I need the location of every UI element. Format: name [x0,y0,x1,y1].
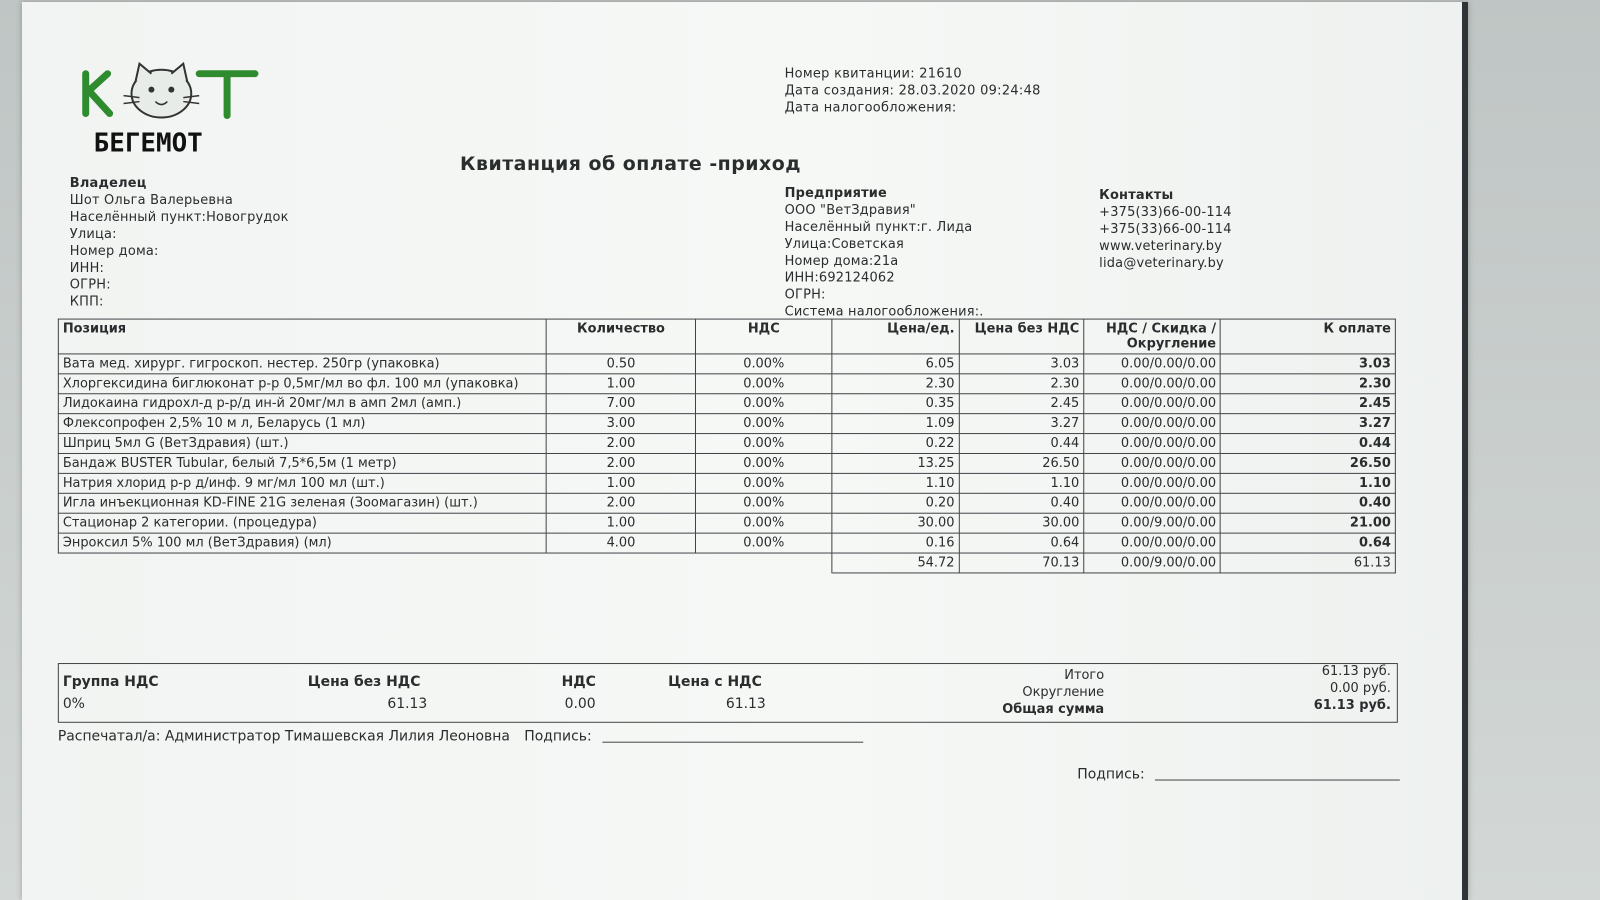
contacts-heading: Контакты [1099,188,1174,204]
table-row [58,394,1395,414]
vat-group-value: 0% [62,695,85,712]
table-header-row [58,319,1395,354]
signature-line-2 [1155,780,1400,781]
cell-vat: 0.00% [695,434,832,454]
cell-quantity: 1.00 [547,513,696,533]
cell-vat-discount-rounding: 0.00/0.00/0.00 [1084,493,1221,513]
cell-to-pay: 3.03 [1221,354,1396,374]
cell-quantity: 2.00 [547,434,696,454]
receipt-tax-date: Дата налогообложения: [784,100,957,116]
summary-total-label: Итого [1064,668,1105,683]
table-row [58,414,1395,434]
cell-quantity: 7.00 [547,394,696,414]
owner-block [70,175,289,310]
cell-net-price: 2.45 [959,394,1084,414]
table-row [58,374,1395,394]
table-row [58,473,1395,493]
cell-vat: 0.00% [695,414,832,434]
cell-position: Лидокаина гидрохл-д р-р/д ин-й 20мг/мл в амп 2мл (амп.) [58,394,546,414]
cell-to-pay: 1.10 [1221,473,1396,493]
cell-position: Натрия хлорид р-р д/инф. 9 мг/мл 100 мл (шт.) [58,473,546,493]
company-line: Номер дома:21а [784,253,899,269]
cell-position: Игла инъекционная KD-FINE 21G зеленая (Зоомагазин) (шт.) [58,493,546,513]
cell-unit-price: 0.35 [832,394,959,414]
vat-gross-header: Цена с НДС [668,673,762,690]
cell-vat: 0.00% [695,453,832,473]
col-header-to-pay: К оплате [1221,319,1396,354]
vat-net-header: Цена без НДС [307,673,421,690]
owner-line: Шот Ольга Валерьевна [69,193,233,209]
col-header-net-price: Цена без НДС [959,319,1084,354]
cell-net-price: 26.50 [959,453,1084,473]
company-line: ООО "ВетЗдравия" [784,203,916,219]
cell-net-price: 0.64 [959,533,1084,553]
total-vat-discount-rounding: 0.00/9.00/0.00 [1084,553,1221,573]
cell-unit-price: 1.09 [832,414,959,434]
receipt-document [22,2,1468,900]
contact-email: lida@veterinary.by [1099,255,1224,271]
cell-net-price: 1.10 [959,473,1084,493]
contact-phone: +375(33)66-00-114 [1099,205,1232,221]
cell-position: Флексопрофен 2,5% 10 м л, Беларусь (1 мл) [58,414,546,434]
cell-unit-price: 6.05 [832,354,959,374]
cell-unit-price: 2.30 [832,374,959,394]
receipt-number: Номер квитанции: 21610 [784,66,962,82]
printed-by: Распечатал/а: Администратор Тимашевская Лилия Леоновна [57,728,510,745]
cell-net-price: 30.00 [959,513,1084,533]
col-header-vat-discount-rounding: НДС / Скидка / Округление [1084,319,1221,354]
cell-vat: 0.00% [695,394,832,414]
summary-grand-total-value: 61.13 руб. [1313,697,1391,713]
cell-position: Стационар 2 категории. (процедура) [58,513,546,533]
company-line: Населённый пункт:г. Лида [784,220,973,235]
cat-face-icon [80,62,259,167]
company-line: ОГРН: [784,287,826,303]
cell-vat: 0.00% [695,493,832,513]
receipt-created-date: Дата создания: 28.03.2020 09:24:48 [784,83,1041,99]
cell-vat-discount-rounding: 0.00/0.00/0.00 [1084,533,1221,553]
cell-to-pay: 0.64 [1221,533,1396,553]
cell-vat-discount-rounding: 0.00/0.00/0.00 [1084,453,1221,473]
cell-vat: 0.00% [695,473,832,493]
cell-vat-discount-rounding: 0.00/9.00/0.00 [1084,513,1221,533]
col-header-position: Позиция [58,319,546,354]
cell-position: Хлоргексидина биглюконат р-р 0,5мг/мл во фл. 100 мл (упаковка) [58,374,546,394]
cell-quantity: 1.00 [547,473,696,493]
cell-quantity: 2.00 [547,493,696,513]
contact-website: www.veterinary.by [1099,238,1223,254]
table-row [58,513,1395,533]
cell-to-pay: 26.50 [1221,453,1396,473]
cell-unit-price: 1.10 [832,473,959,493]
total-to-pay: 61.13 [1221,553,1396,573]
contact-phone: +375(33)66-00-114 [1099,222,1232,237]
cell-vat-discount-rounding: 0.00/0.00/0.00 [1084,434,1221,454]
col-header-vat: НДС [695,319,832,354]
cell-to-pay: 0.44 [1221,434,1396,454]
table-row [58,354,1395,374]
table-row [58,533,1395,553]
cell-position: Энроксил 5% 100 мл (ВетЗдравия) (мл) [58,533,546,553]
cell-net-price: 0.44 [959,434,1084,454]
printed-by-line [58,729,863,745]
cell-to-pay: 2.45 [1221,394,1396,414]
owner-line: ИНН: [69,260,105,276]
owner-heading: Владелец [69,176,147,192]
table-row [58,434,1395,454]
cell-quantity: 2.00 [547,453,696,473]
col-header-quantity: Количество [547,319,696,354]
table-row [58,453,1395,473]
cell-vat: 0.00% [695,513,832,533]
cell-vat-discount-rounding: 0.00/0.00/0.00 [1084,394,1221,414]
cell-quantity: 3.00 [547,414,696,434]
total-unit-price: 54.72 [832,553,959,573]
summary-rounding-value: 0.00 руб. [1329,680,1391,696]
cell-vat-discount-rounding: 0.00/0.00/0.00 [1084,354,1221,374]
cell-net-price: 2.30 [959,374,1084,394]
owner-line: ОГРН: [69,277,111,293]
cell-net-price: 3.27 [959,414,1084,434]
company-line: Система налогообложения:. [784,304,984,320]
summary-grand-total-label: Общая сумма [1002,701,1105,717]
cell-to-pay: 3.27 [1221,414,1396,434]
summary-total-value: 61.13 руб. [1321,664,1391,679]
total-net-price: 70.13 [959,553,1084,573]
vat-summary-box [58,663,1398,723]
totals-row [58,553,1395,573]
cell-position: Бандаж BUSTER Tubular, белый 7,5*6,5м (1 метр) [58,453,546,473]
cell-quantity: 4.00 [547,533,696,553]
owner-line: КПП: [69,294,104,310]
contacts-block [1099,187,1231,272]
owner-line: Населённый пункт:Новогрудок [69,210,289,226]
items-table [58,319,1396,574]
cell-vat: 0.00% [695,374,832,394]
summary-rounding-label: Округление [1022,684,1105,700]
cell-vat-discount-rounding: 0.00/0.00/0.00 [1084,473,1221,493]
cell-unit-price: 0.20 [832,493,959,513]
vat-gross-value: 61.13 [725,695,766,712]
vat-amount-value: 0.00 [564,695,596,712]
cell-vat-discount-rounding: 0.00/0.00/0.00 [1084,414,1221,434]
col-header-unit-price: Цена/ед. [832,319,959,354]
signature-label: Подпись: [524,728,592,745]
owner-line: Номер дома: [69,243,159,259]
company-heading: Предприятие [784,186,888,202]
second-signature [1077,767,1400,783]
company-line: Улица:Советская [784,236,904,252]
receipt-sheet [22,2,1456,896]
vat-group-header: Группа НДС [62,673,159,690]
cell-position: Шприц 5мл G (ВетЗдравия) (шт.) [58,434,546,454]
cell-to-pay: 2.30 [1221,374,1396,394]
cell-net-price: 0.40 [959,493,1084,513]
cell-position: Вата мед. хирург. гигроскоп. нестер. 250гр (упаковка) [58,354,546,374]
signature-label-2: Подпись: [1077,766,1145,783]
vat-net-value: 61.13 [387,695,428,712]
cell-net-price: 3.03 [959,354,1084,374]
cell-vat-discount-rounding: 0.00/0.00/0.00 [1084,374,1221,394]
company-block [785,185,984,320]
logo-wordmark: БЕГЕМОТ [93,128,203,159]
totals-spacer [58,553,832,573]
cell-quantity: 1.00 [547,374,696,394]
company-line: ИНН:692124062 [784,270,895,286]
cell-vat: 0.00% [695,533,832,553]
owner-line: Улица: [69,226,117,242]
cell-unit-price: 0.22 [832,434,959,454]
receipt-meta [785,66,1041,117]
receipt-title: Квитанция об оплате -приход [460,153,801,176]
signature-line [602,742,863,743]
cell-vat: 0.00% [695,354,832,374]
cell-unit-price: 13.25 [832,453,959,473]
cell-unit-price: 30.00 [832,513,959,533]
cell-to-pay: 21.00 [1221,513,1396,533]
cell-quantity: 0.50 [547,354,696,374]
vat-amount-header: НДС [561,673,596,690]
company-logo [80,62,259,167]
cell-unit-price: 0.16 [832,533,959,553]
table-row [58,493,1395,513]
cell-to-pay: 0.40 [1221,493,1396,513]
